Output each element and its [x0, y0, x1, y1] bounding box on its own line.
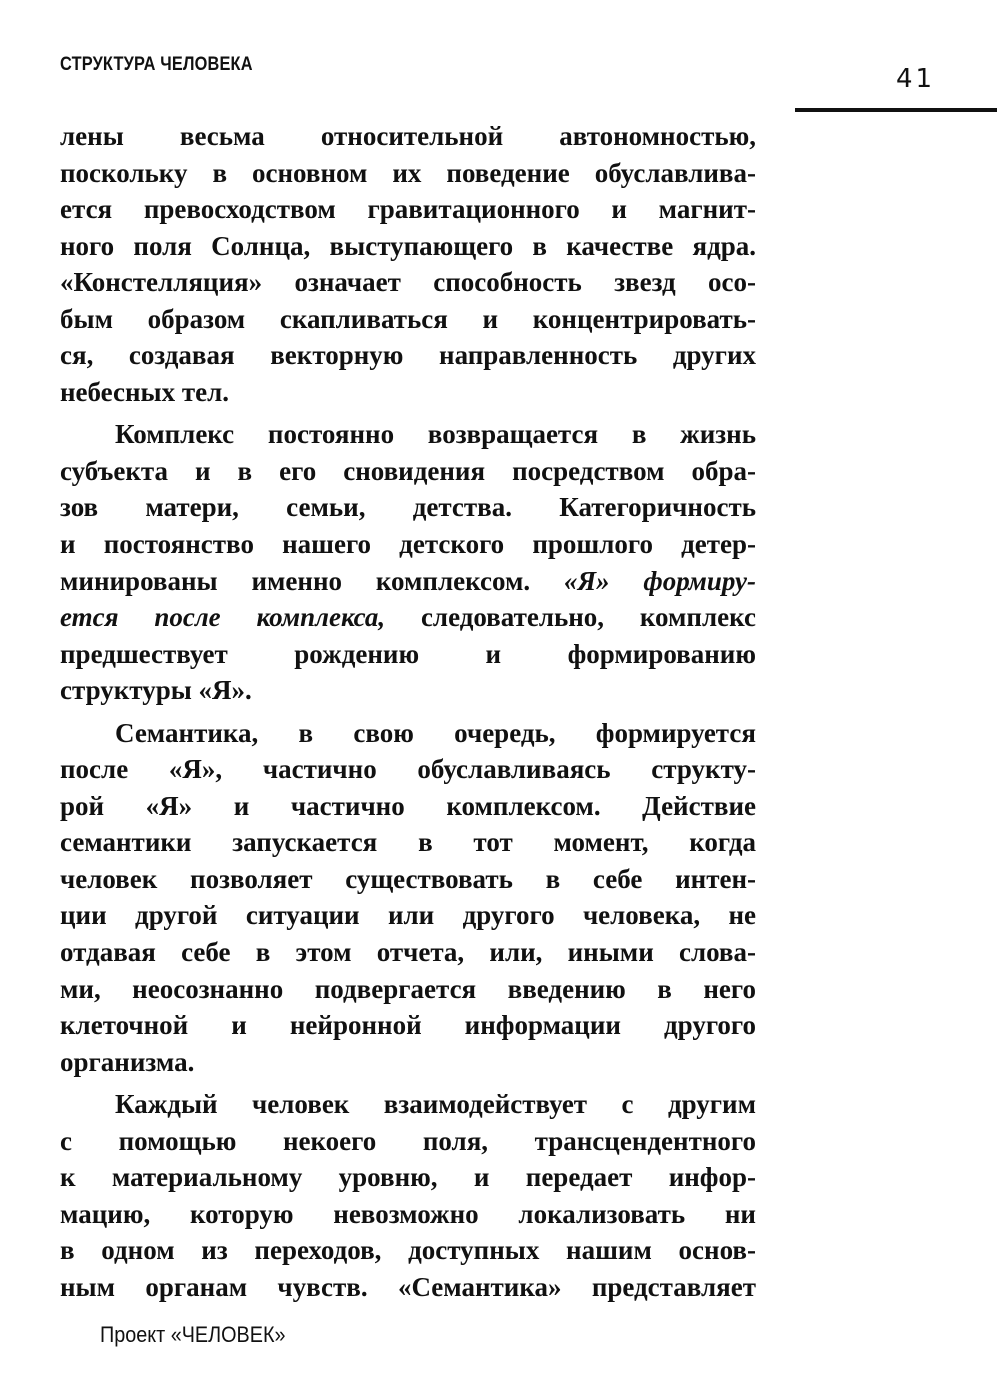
text-line: Комплекс постоянно возвращается в жизнь	[115, 419, 756, 450]
text-line: бым образом скапливаться и концентрировать-	[60, 303, 756, 334]
text-line: семантики запускается в тот момент, когда	[60, 827, 756, 858]
text-line	[60, 599, 756, 636]
text-line: зов матери, семьи, детства. Категоричность	[60, 492, 756, 523]
page-number: 41	[896, 64, 936, 94]
text-line: после «Я», частично обуславливаясь структу-	[60, 754, 756, 785]
text-run: минированы именно комплексом.	[60, 565, 564, 596]
text-line: к материальному уровню, и передает инфор-	[60, 1162, 756, 1193]
text-line: лены весьма относительной автономностью,	[60, 121, 756, 151]
text-line: в одном из переходов, доступных нашим основ-	[60, 1235, 756, 1266]
text-line: ся, создавая векторную направленность других	[60, 340, 756, 371]
text-line: с помощью некоего поля, трансцендентного	[60, 1125, 756, 1156]
text-line: ным органам чувств. «Семантика» представляет	[60, 1271, 756, 1302]
text-line: мацию, которую невозможно локализовать ни	[60, 1198, 756, 1229]
text-line	[60, 563, 756, 600]
text-line: ции другой ситуации или другого человека, не	[60, 900, 756, 931]
italic-text-run: ется после комплекса,	[60, 602, 386, 633]
text-line: организма.	[60, 1046, 195, 1077]
text-line: и постоянство нашего детского прошлого детер-	[60, 529, 756, 560]
italic-text-run: «Я» формиру-	[563, 565, 756, 596]
running-head: СТРУКТУРА ЧЕЛОВЕКА	[60, 54, 253, 75]
body-text	[60, 118, 756, 1306]
text-line: отдавая себе в этом отчета, или, иными слова-	[60, 937, 756, 968]
footer-project-title: Проект «ЧЕЛОВЕК»	[100, 1322, 286, 1347]
text-line: ется превосходством гравитационного и магнит-	[60, 194, 756, 225]
text-line: поскольку в основном их поведение обуславлива-	[60, 157, 756, 188]
text-line: субъекта и в его сновидения посредством обра-	[60, 455, 756, 486]
text-line: ми, неосознанно подвергается введению в него	[60, 973, 756, 1004]
header-rule	[795, 108, 997, 112]
text-line: Семантика, в свою очередь, формируется	[115, 717, 756, 748]
text-run: следовательно, комплекс	[385, 602, 756, 633]
text-line: «Констелляция» означает способность звезд осо-	[60, 267, 756, 298]
text-line: клеточной и нейронной информации другого	[60, 1010, 756, 1041]
text-line: рой «Я» и частично комплексом. Действие	[60, 790, 756, 821]
text-line: человек позволяет существовать в себе интен-	[60, 863, 756, 894]
text-line: ного поля Солнца, выступающего в качестве ядра.	[60, 230, 756, 261]
text-line: небесных тел.	[60, 376, 230, 407]
text-line: Каждый человек взаимодействует с другим	[115, 1089, 756, 1120]
text-line: предшествует рождению и формированию	[60, 638, 756, 669]
text-line: структуры «Я».	[60, 675, 252, 706]
